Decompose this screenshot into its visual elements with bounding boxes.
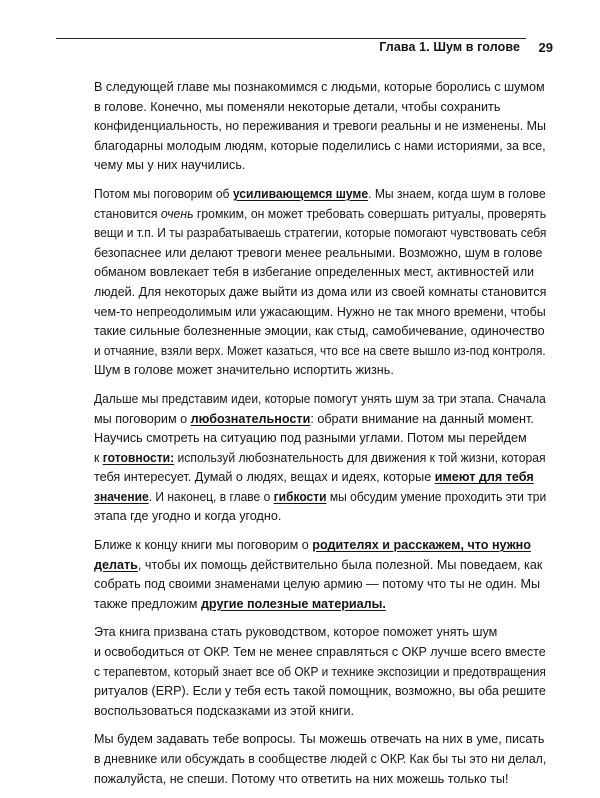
emphasis-term: усиливающемся шуме [232,186,369,201]
text-run: и освободиться от ОКР. Тем не менее справляться с ОКР лучше всего вместе [94,645,546,660]
text-run: пожалуйста, не спеши. Потому что ответить на них можешь только ты! [94,771,509,786]
text-line [94,488,546,508]
text-line [94,185,546,205]
text-line [94,361,544,381]
text-line [94,303,546,323]
text-line [94,702,544,722]
emphasis-term: значение [94,489,149,504]
text-line [94,682,546,702]
italic-word: очень [160,206,194,221]
text-run: с терапевтом, который знает все об ОКР и технике экспозиции и предотвращения [94,664,546,679]
text-run: В следующей главе мы познакомимся с людьми, которые боролись с шумом [94,80,545,94]
emphasis-term: любознательности [190,411,311,426]
text-run: чему мы у них научились. [94,158,246,173]
emphasis-term: готовности: [102,450,175,465]
paragraph [94,78,544,176]
text-line [94,730,544,750]
text-line [94,410,544,430]
paragraph [94,730,547,789]
text-run: в дневнике или обсуждать в сообществе людей с ОКР. Как бы ты это ни делал, [94,752,547,766]
text-run: к [94,450,103,465]
text-line [94,342,546,362]
text-line [94,750,546,770]
header-rule [56,38,526,39]
text-run: такие сильные болезненные эмоции, как стыд, самобичевание, одиночество [94,324,545,339]
text-run: Дальше мы представим идеи, которые помогут унять шум за три этапа. Сначала [94,391,546,406]
text-line [94,322,544,342]
emphasis-term: имеют для тебя [434,470,534,485]
paragraph [94,185,547,381]
text-line [94,429,544,449]
text-run: мы обсудим умение проходить эти три [326,489,547,504]
text-line [94,156,544,176]
text-run: , чтобы их помощь действительно была полезной. Мы поведаем, как [137,557,543,572]
text-run: обманом вовлекает тебя в избегание определенных мест, активностей или [94,265,535,280]
paragraph [94,390,547,527]
text-run: . Мы знаем, когда шум в голове [368,186,546,201]
emphasis-term: гибкости [273,489,327,504]
text-line [94,137,546,157]
text-line [94,575,544,595]
text-run: Потом мы поговорим об [94,186,233,201]
text-run: : обрати внимание на данный момент. [310,411,534,426]
text-run: и отчаяние, взяли верх. Может казаться, что все на свете вышло из-под контроля. [94,343,546,358]
text-line [94,283,546,303]
text-run: становится [94,206,161,221]
text-run: воспользоваться подсказками из этой книги. [94,703,355,718]
text-run: Мы будем задавать тебе вопросы. Ты можешь отвечать на них в уме, писать [94,732,545,747]
text-line [94,770,544,790]
text-run: также предложим [94,596,201,611]
text-line [94,98,544,118]
text-line [94,643,546,663]
text-line [94,449,546,469]
text-run: ритуалов (ERP). Если у тебя есть такой помощник, возможно, вы оба решите [94,684,546,699]
emphasis-term: делать [94,557,138,572]
text-line [94,244,544,264]
text-run: конфиденциальность, но переживания и тревоги реальны и не изменены. Мы [94,119,546,134]
text-line [94,117,546,137]
text-run: используй любознательность для движения к той жизни, которая [174,450,546,465]
text-line [94,623,544,643]
text-line [94,663,546,683]
text-line [94,78,544,98]
text-run: вещи и т.п. И ты разрабатываешь стратегии, которые помогают чувствовать себя [94,226,547,241]
text-run: Ближе к концу книги мы поговорим о [94,538,313,553]
text-run: собрать под своими знаменами целую армию — потому что ты не один. Мы [94,577,541,592]
text-line [94,205,546,225]
text-run: в голове. Конечно, мы поменяли некоторые детали, чтобы сохранить [94,99,501,114]
running-head: Глава 1. Шум в голове [379,40,520,54]
text-run: . И наконец, в главе о [148,489,274,504]
text-line [94,556,544,576]
body-text [94,78,547,798]
text-line [94,468,544,488]
text-line [94,507,544,527]
emphasis-term: другие полезные материалы. [200,596,386,611]
text-run: людей. Для некоторых даже выйти из дома или из своей комнаты становится [94,284,547,299]
paragraph [94,536,544,614]
text-run: этапа где угодно и когда угодно. [94,509,282,524]
text-run: Научись смотреть на ситуацию под разными углами. Потом мы перейдем [94,431,527,446]
paragraph [94,623,544,721]
text-run: мы поговорим о [94,411,191,426]
text-line [94,224,546,244]
page-number: 29 [538,40,553,55]
text-run: громким, он может требовать совершать ритуалы, проверять [193,206,547,221]
text-run: безопаснее или делают тревоги менее реальными. Возможно, шум в голове [94,245,543,260]
text-line [94,595,544,615]
text-run: Эта книга призвана стать руководством, которое поможет унять шум [94,625,498,640]
text-line [94,390,546,410]
text-run: Шум в голове может значительно испортить жизнь. [94,363,394,378]
text-run: благодарны молодым людям, которые поделились с нами историями, за все, [94,138,546,153]
text-line [94,263,544,283]
text-run: чем-то непреодолимым или ужасающим. Нужно не так много времени, чтобы [94,304,546,319]
text-line [94,536,544,556]
text-run: тебя интересует. Думай о людях, вещах и идеях, которые [94,470,435,485]
emphasis-term: родителях и расскажем, что нужно [312,538,531,553]
